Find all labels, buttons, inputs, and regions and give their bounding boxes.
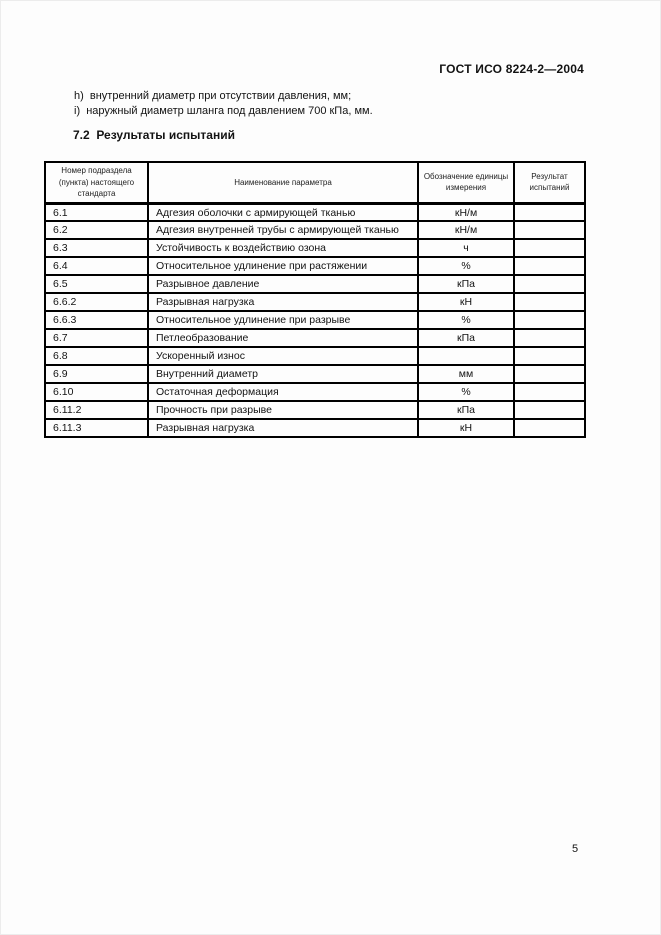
cell-number: 6.8 <box>45 347 148 365</box>
list-item-h: h) внутренний диаметр при отсутствии давления, мм; <box>74 90 352 102</box>
cell-unit: % <box>418 257 514 275</box>
cell-number: 6.6.3 <box>45 311 148 329</box>
cell-parameter: Относительное удлинение при растяжении <box>148 257 418 275</box>
cell-number: 6.6.2 <box>45 293 148 311</box>
cell-number: 6.11.3 <box>45 419 148 437</box>
table-header-row <box>45 162 585 203</box>
cell-parameter: Разрывная нагрузка <box>148 293 418 311</box>
cell-parameter: Разрывное давление <box>148 275 418 293</box>
cell-parameter: Петлеобразование <box>148 329 418 347</box>
doc-number: ГОСТ ИСО 8224-2—2004 <box>439 62 584 76</box>
table-row <box>45 239 585 257</box>
section-heading: 7.2 Результаты испытаний <box>73 128 235 142</box>
cell-result <box>514 365 585 383</box>
cell-result <box>514 275 585 293</box>
col-header-result: Результат испытаний <box>514 162 585 203</box>
cell-result <box>514 347 585 365</box>
table-row <box>45 419 585 437</box>
cell-parameter: Остаточная деформация <box>148 383 418 401</box>
table-row <box>45 329 585 347</box>
cell-number: 6.2 <box>45 221 148 239</box>
cell-number: 6.10 <box>45 383 148 401</box>
table-row <box>45 221 585 239</box>
results-table <box>44 161 586 438</box>
col-header-unit: Обозначение единицы измерения <box>418 162 514 203</box>
cell-result <box>514 221 585 239</box>
cell-result <box>514 203 585 221</box>
cell-unit: кН/м <box>418 203 514 221</box>
cell-number: 6.7 <box>45 329 148 347</box>
table-row <box>45 275 585 293</box>
table-row <box>45 257 585 275</box>
cell-unit: ч <box>418 239 514 257</box>
cell-parameter: Адгезия внутренней трубы с армирующей тканью <box>148 221 418 239</box>
cell-unit: кПа <box>418 401 514 419</box>
table-row <box>45 383 585 401</box>
cell-result <box>514 293 585 311</box>
cell-number: 6.9 <box>45 365 148 383</box>
cell-result <box>514 419 585 437</box>
cell-number: 6.4 <box>45 257 148 275</box>
table-row <box>45 311 585 329</box>
cell-parameter: Прочность при разрыве <box>148 401 418 419</box>
table-row <box>45 293 585 311</box>
col-header-number: Номер подраздела (пункта) настоящего стандарта <box>45 162 148 203</box>
cell-number: 6.5 <box>45 275 148 293</box>
cell-number: 6.11.2 <box>45 401 148 419</box>
cell-result <box>514 311 585 329</box>
cell-result <box>514 329 585 347</box>
cell-result <box>514 239 585 257</box>
cell-result <box>514 401 585 419</box>
cell-unit: % <box>418 383 514 401</box>
table-row <box>45 203 585 221</box>
cell-unit: кН <box>418 293 514 311</box>
list-item-i: i) наружный диаметр шланга под давлением 700 кПа, мм. <box>74 105 373 117</box>
table-row <box>45 365 585 383</box>
cell-parameter: Разрывная нагрузка <box>148 419 418 437</box>
cell-unit: кН/м <box>418 221 514 239</box>
cell-parameter: Ускоренный износ <box>148 347 418 365</box>
page-number: 5 <box>571 843 579 855</box>
cell-parameter: Относительное удлинение при разрыве <box>148 311 418 329</box>
cell-parameter: Адгезия оболочки с армирующей тканью <box>148 203 418 221</box>
cell-result <box>514 257 585 275</box>
cell-parameter: Внутренний диаметр <box>148 365 418 383</box>
cell-unit: кПа <box>418 329 514 347</box>
cell-number: 6.3 <box>45 239 148 257</box>
cell-unit: кПа <box>418 275 514 293</box>
table-row <box>45 347 585 365</box>
cell-unit: кН <box>418 419 514 437</box>
col-header-parameter: Наименование параметра <box>148 162 418 203</box>
cell-unit: мм <box>418 365 514 383</box>
cell-unit <box>418 347 514 365</box>
cell-number: 6.1 <box>45 203 148 221</box>
cell-result <box>514 383 585 401</box>
cell-unit: % <box>418 311 514 329</box>
table-row <box>45 401 585 419</box>
cell-parameter: Устойчивость к воздействию озона <box>148 239 418 257</box>
